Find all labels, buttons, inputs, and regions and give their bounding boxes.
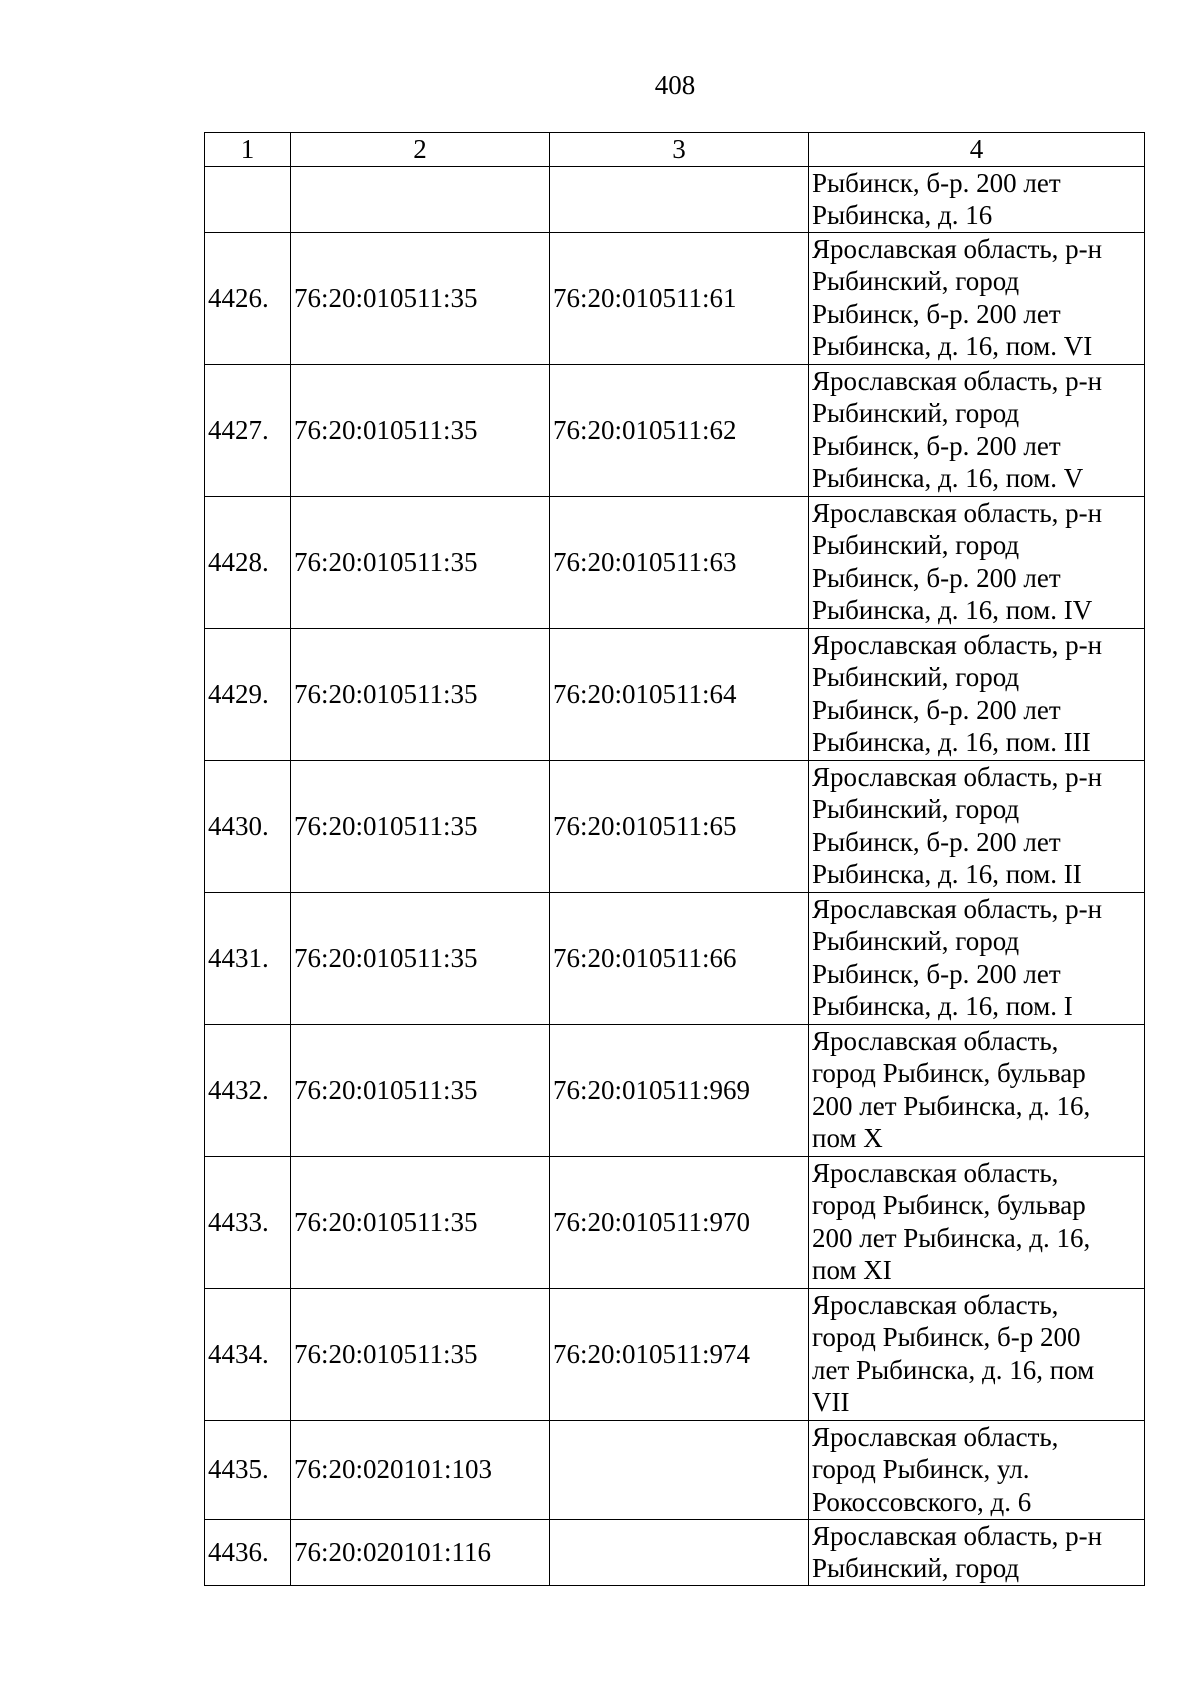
row-number: 4433. (205, 1156, 291, 1288)
row-number: 4430. (205, 760, 291, 892)
table-row (205, 496, 1145, 628)
cadastral-number-parent: 76:20:010511:35 (291, 364, 550, 496)
row-number: 4436. (205, 1519, 291, 1585)
cadastral-number: 76:20:010511:62 (550, 364, 809, 496)
header-cell-2: 2 (291, 133, 550, 167)
address: Ярославская область, р-н Рыбинский, город Рыбинск, б-р. 200 лет Рыбинска, д. 16, пом. I (809, 892, 1145, 1024)
table-row (205, 628, 1145, 760)
cadastral-number: 76:20:010511:61 (550, 232, 809, 364)
address: Ярославская область, город Рыбинск, бульвар 200 лет Рыбинска, д. 16, пом X (809, 1024, 1145, 1156)
cadastral-number-parent: 76:20:020101:103 (291, 1420, 550, 1519)
cadastral-number-parent: 76:20:010511:35 (291, 232, 550, 364)
registry-table (204, 132, 1145, 1586)
row-number (205, 166, 291, 232)
cadastral-number: 76:20:010511:974 (550, 1288, 809, 1420)
row-number: 4428. (205, 496, 291, 628)
table-header-row (205, 133, 1145, 167)
header-cell-3: 3 (550, 133, 809, 167)
table-row (205, 232, 1145, 364)
address: Ярославская область, р-н Рыбинский, город Рыбинск, б-р. 200 лет Рыбинска, д. 16, пом. VI (809, 232, 1145, 364)
cadastral-number-parent: 76:20:010511:35 (291, 628, 550, 760)
row-number: 4427. (205, 364, 291, 496)
address: Ярославская область, город Рыбинск, ул. Рокоссовского, д. 6 (809, 1420, 1145, 1519)
cadastral-number-parent (291, 166, 550, 232)
row-number: 4435. (205, 1420, 291, 1519)
table-row (205, 760, 1145, 892)
address: Ярославская область, р-н Рыбинский, город Рыбинск, б-р. 200 лет Рыбинска, д. 16, пом. III (809, 628, 1145, 760)
cadastral-number-parent: 76:20:010511:35 (291, 1156, 550, 1288)
cadastral-number: 76:20:010511:66 (550, 892, 809, 1024)
address: Ярославская область, р-н Рыбинский, город Рыбинск, б-р. 200 лет Рыбинска, д. 16, пом. V (809, 364, 1145, 496)
row-number: 4432. (205, 1024, 291, 1156)
row-number: 4426. (205, 232, 291, 364)
row-number: 4434. (205, 1288, 291, 1420)
cadastral-number: 76:20:010511:969 (550, 1024, 809, 1156)
address: Ярославская область, р-н Рыбинский, город Рыбинск, б-р. 200 лет Рыбинска, д. 16, пом. IV (809, 496, 1145, 628)
address: Рыбинск, б-р. 200 лет Рыбинска, д. 16 (809, 166, 1145, 232)
page-number: 408 (654, 70, 696, 100)
row-number: 4429. (205, 628, 291, 760)
row-number: 4431. (205, 892, 291, 1024)
table-row (205, 364, 1145, 496)
cadastral-number (550, 166, 809, 232)
table-row (205, 1288, 1145, 1420)
cadastral-number (550, 1519, 809, 1585)
table-row (205, 892, 1145, 1024)
table-row (205, 166, 1145, 232)
table-row (205, 1420, 1145, 1519)
table-row (205, 1519, 1145, 1585)
address: Ярославская область, р-н Рыбинский, город (809, 1519, 1145, 1585)
cadastral-number: 76:20:010511:64 (550, 628, 809, 760)
table-row (205, 1024, 1145, 1156)
header-cell-1: 1 (205, 133, 291, 167)
cadastral-number: 76:20:010511:65 (550, 760, 809, 892)
cadastral-number-parent: 76:20:010511:35 (291, 496, 550, 628)
header-cell-4: 4 (809, 133, 1145, 167)
address: Ярославская область, город Рыбинск, бульвар 200 лет Рыбинска, д. 16, пом XI (809, 1156, 1145, 1288)
address: Ярославская область, город Рыбинск, б-р 200 лет Рыбинска, д. 16, пом VII (809, 1288, 1145, 1420)
cadastral-number-parent: 76:20:010511:35 (291, 1024, 550, 1156)
cadastral-number-parent: 76:20:010511:35 (291, 760, 550, 892)
address: Ярославская область, р-н Рыбинский, город Рыбинск, б-р. 200 лет Рыбинска, д. 16, пом. II (809, 760, 1145, 892)
table-row (205, 1156, 1145, 1288)
cadastral-number: 76:20:010511:63 (550, 496, 809, 628)
cadastral-number-parent: 76:20:010511:35 (291, 892, 550, 1024)
cadastral-number: 76:20:010511:970 (550, 1156, 809, 1288)
cadastral-number (550, 1420, 809, 1519)
cadastral-number-parent: 76:20:020101:116 (291, 1519, 550, 1585)
cadastral-number-parent: 76:20:010511:35 (291, 1288, 550, 1420)
